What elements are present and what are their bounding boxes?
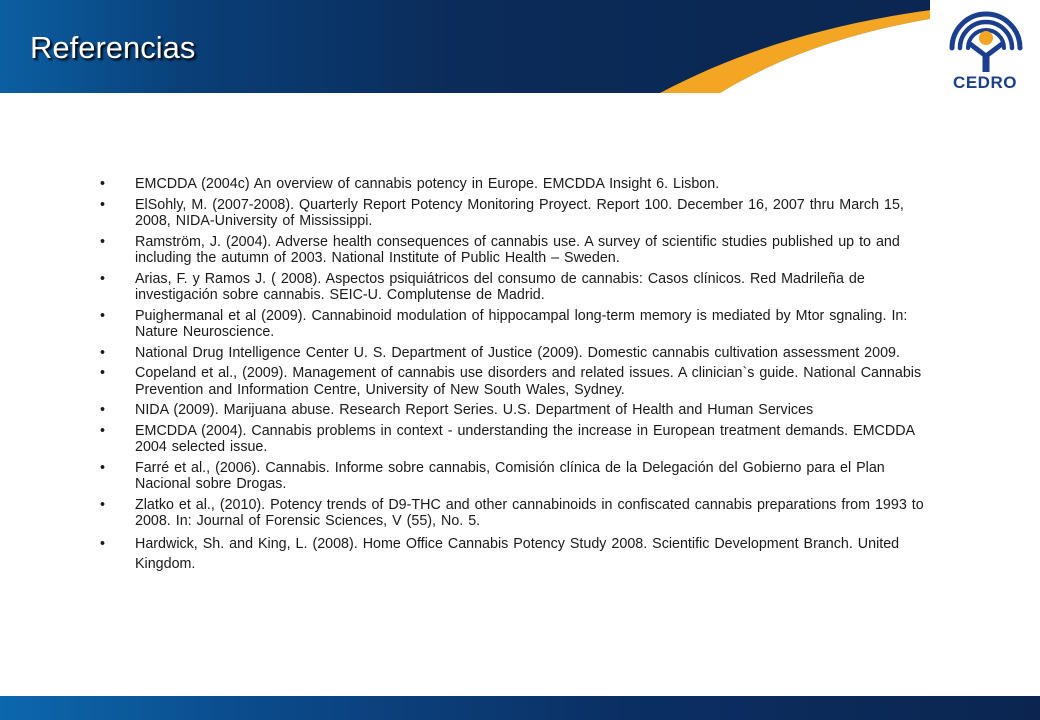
- reference-item: • Ramström, J. (2004). Adverse health consequences of cannabis use. A survey of scientific studies published up to and including the autumn of 2003. National Institute of Public Health – Sweden.: [100, 234, 940, 267]
- page-title: Referencias: [30, 30, 196, 65]
- reference-item: • Puighermanal et al (2009). Cannabinoid modulation of hippocampal long-term memory is mediated by Mtor sgnaling. In: Nature Neuroscience.: [100, 308, 940, 341]
- slide-header: [0, 0, 1040, 93]
- reference-item: • EMCDDA (2004). Cannabis problems in context - understanding the increase in European treatment demands. EMCDDA 2004 selected issue.: [100, 423, 940, 456]
- reference-item: • EMCDDA (2004c) An overview of cannabis potency in Europe. EMCDDA Insight 6. Lisbon.: [100, 176, 940, 193]
- slide-footer-bar: [0, 696, 1040, 720]
- reference-item: • Hardwick, Sh. and King, L. (2008). Home Office Cannabis Potency Study 2008. Scientific Development Branch. United Kingdom.: [100, 534, 940, 574]
- reference-item: • National Drug Intelligence Center U. S. Department of Justice (2009). Domestic cannabis cultivation assessment 2009.: [100, 345, 940, 362]
- reference-item: • Farré et al., (2006). Cannabis. Informe sobre cannabis, Comisión clínica de la Delegación del Gobierno para el Plan Nacional sobre Drogas.: [100, 460, 940, 493]
- reference-list: [100, 176, 940, 578]
- reference-item: • Zlatko et al., (2010). Potency trends of D9-THC and other cannabinoids in confiscated cannabis preparations from 1993 to 2008. In: Journal of Forensic Sciences, V (55), No. 5.: [100, 497, 940, 530]
- reference-item: • Copeland et al., (2009). Management of cannabis use disorders and related issues. A clinician`s guide. National Cannabis Prevention and Information Centre, University of New South Wales, Sydney.: [100, 365, 940, 398]
- logo-wordmark: CEDRO: [953, 73, 1017, 92]
- reference-item: • NIDA (2009). Marijuana abuse. Research Report Series. U.S. Department of Health and Human Services: [100, 402, 940, 419]
- reference-item: • Arias, F. y Ramos J. ( 2008). Aspectos psiquiátricos del consumo de cannabis: Casos clínicos. Red Madrileña de investigación sobre cannabis. SEIC-U. Complutense de Madrid.: [100, 271, 940, 304]
- reference-item: • ElSohly, M. (2007-2008). Quarterly Report Potency Monitoring Proyect. Report 100. December 16, 2007 thru March 15, 2008, NIDA-University of Mississippi.: [100, 197, 940, 230]
- cedro-logo: [930, 0, 1040, 93]
